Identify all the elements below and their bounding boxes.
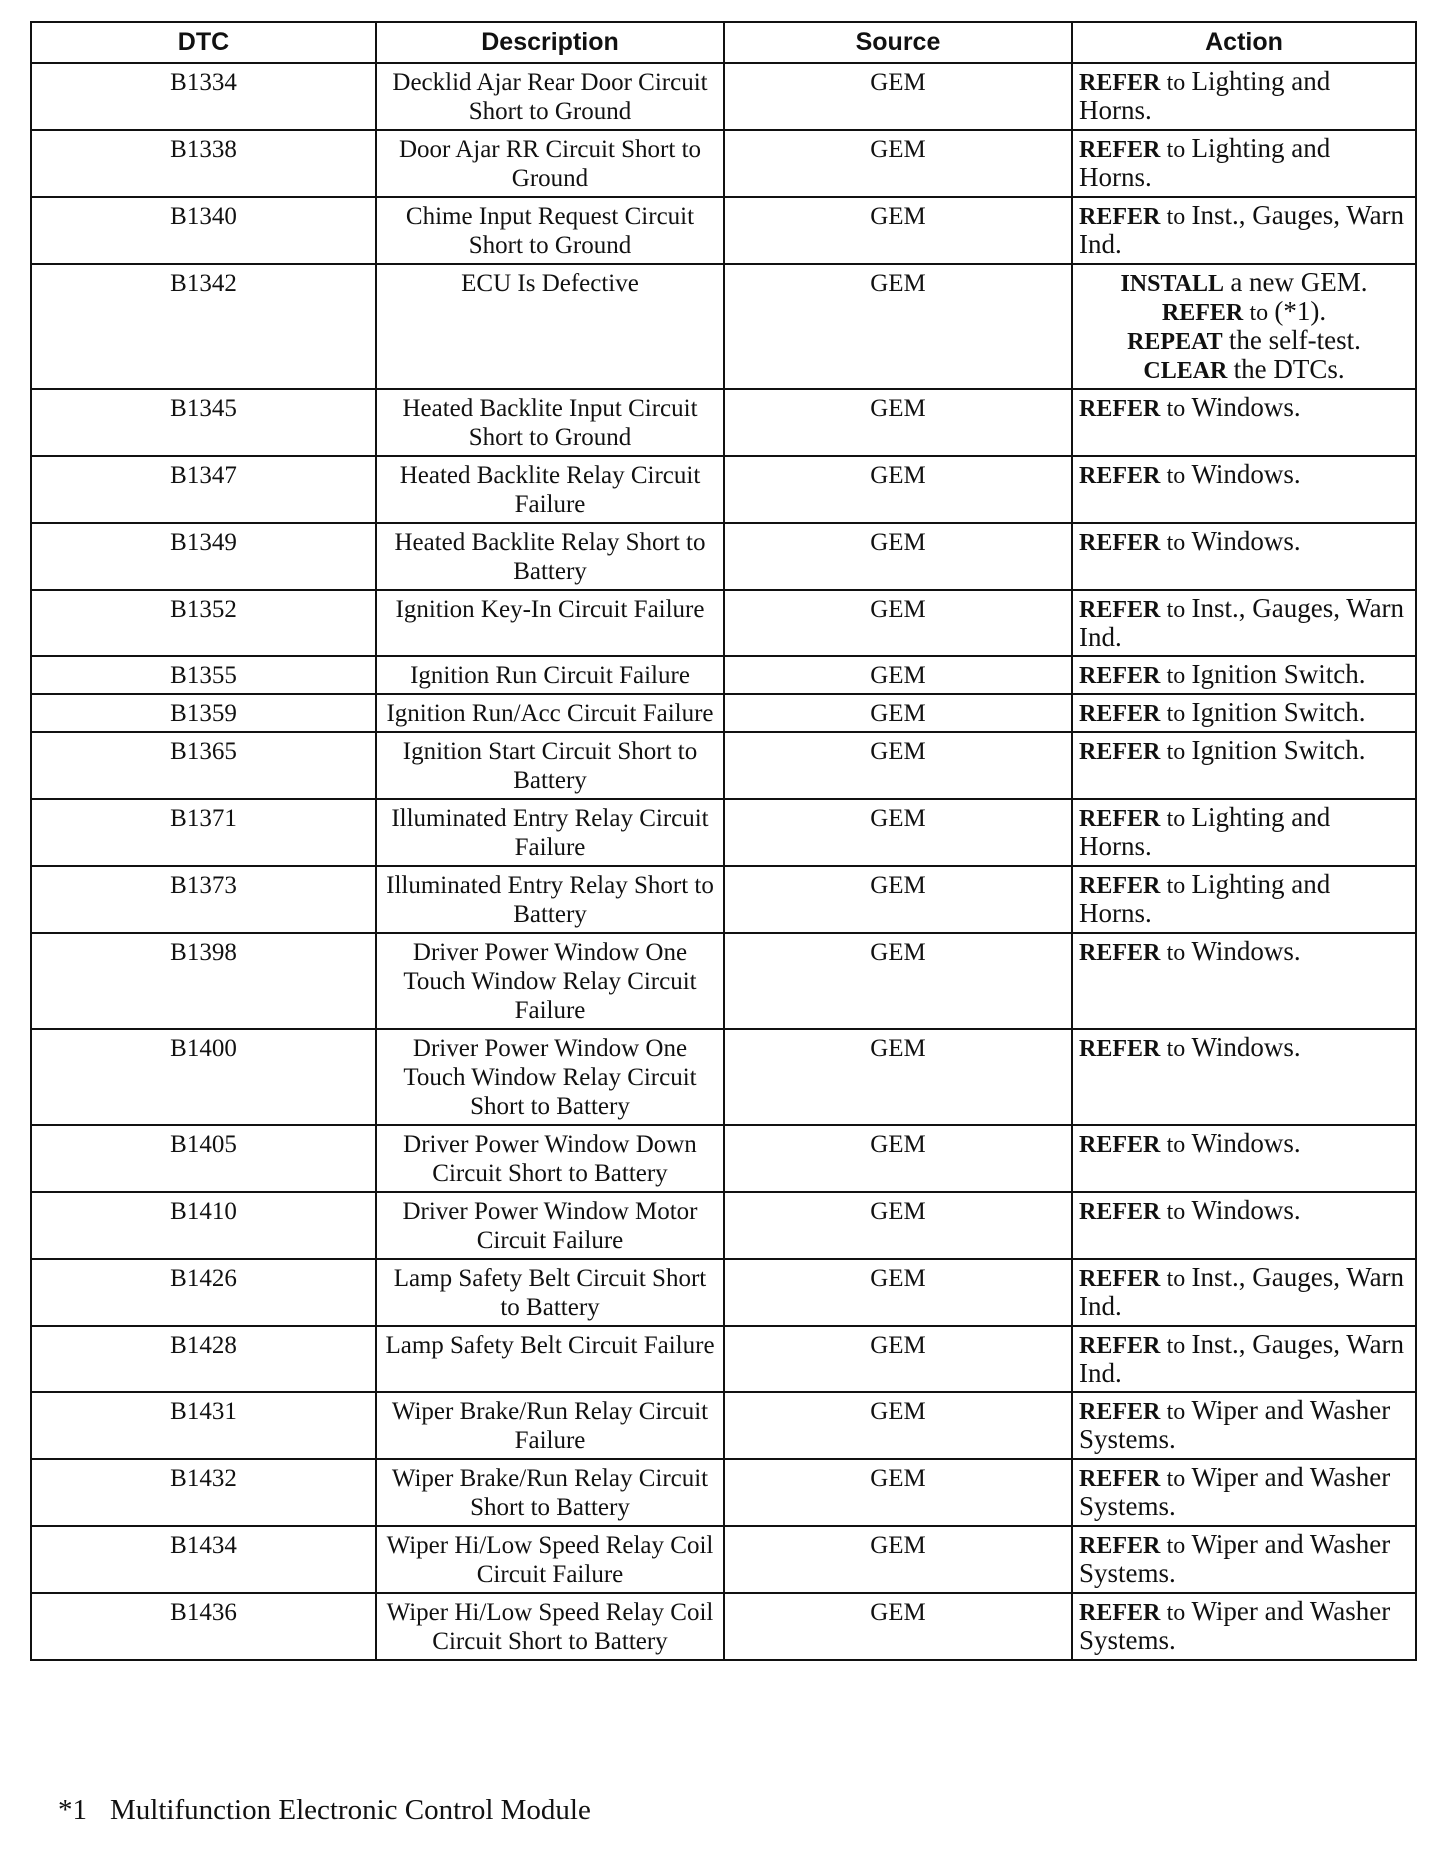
dtc-table (30, 21, 1417, 1661)
action-cell (1072, 1192, 1416, 1259)
action-verb: REFER (1079, 701, 1161, 727)
dtc-code-cell: B1345 (31, 389, 376, 456)
action-verb: REFER (1079, 1132, 1161, 1158)
action-verb: REFER (1079, 1533, 1161, 1559)
action-target: Inst., Gauges, Warn Ind. (1079, 1329, 1405, 1388)
action-line (1079, 1331, 1409, 1388)
action-cell (1072, 1392, 1416, 1459)
table-row (31, 389, 1416, 456)
source-cell: GEM (724, 694, 1072, 732)
action-verb: REFER (1079, 396, 1161, 422)
action-verb: REPEAT (1127, 329, 1223, 355)
action-target: Windows. (1191, 526, 1301, 556)
action-target: Wiper and Washer Systems. (1079, 1462, 1391, 1521)
dtc-code-cell: B1338 (31, 130, 376, 197)
action-to: to (1166, 739, 1186, 765)
action-cell (1072, 1259, 1416, 1326)
description-cell: Ignition Start Circuit Short to Battery (376, 732, 724, 799)
action-line (1079, 461, 1409, 490)
source-cell: GEM (724, 1259, 1072, 1326)
dtc-code-cell: B1371 (31, 799, 376, 866)
action-cell (1072, 1125, 1416, 1192)
table-row (31, 1326, 1416, 1392)
action-to: to (1166, 1333, 1186, 1359)
source-cell: GEM (724, 1392, 1072, 1459)
footnote-text: Multifunction Electronic Control Module (110, 1794, 591, 1826)
table-body (31, 63, 1416, 1660)
action-line (1079, 269, 1409, 298)
action-target: Windows. (1191, 936, 1301, 966)
action-to: to (1166, 1132, 1186, 1158)
dtc-code-cell: B1428 (31, 1326, 376, 1392)
action-cell (1072, 523, 1416, 590)
action-verb: REFER (1079, 806, 1161, 832)
action-verb: REFER (1079, 739, 1161, 765)
action-line (1079, 661, 1409, 690)
action-cell (1072, 1459, 1416, 1526)
action-verb: REFER (1079, 1266, 1161, 1292)
table-row (31, 456, 1416, 523)
action-to: to (1166, 1036, 1186, 1062)
action-cell (1072, 1593, 1416, 1660)
action-verb: REFER (1079, 1399, 1161, 1425)
description-cell: Chime Input Request Circuit Short to Ground (376, 197, 724, 264)
action-target: the self-test. (1228, 325, 1361, 355)
description-cell: Illuminated Entry Relay Circuit Failure (376, 799, 724, 866)
dtc-code-cell: B1373 (31, 866, 376, 933)
dtc-code-cell: B1334 (31, 63, 376, 130)
dtc-code-cell: B1340 (31, 197, 376, 264)
description-cell: Wiper Brake/Run Relay Circuit Failure (376, 1392, 724, 1459)
dtc-code-cell: B1398 (31, 933, 376, 1029)
action-cell (1072, 656, 1416, 694)
action-target: Inst., Gauges, Warn Ind. (1079, 593, 1405, 652)
action-verb: REFER (1079, 873, 1161, 899)
table-row (31, 130, 1416, 197)
footnote-mark: *1 (58, 1794, 87, 1826)
action-line (1079, 1130, 1409, 1159)
table-row (31, 1459, 1416, 1526)
action-line (1079, 394, 1409, 423)
table-row (31, 197, 1416, 264)
table-row (31, 1259, 1416, 1326)
source-cell: GEM (724, 1326, 1072, 1392)
dtc-code-cell: B1342 (31, 264, 376, 389)
action-verb: REFER (1079, 70, 1161, 96)
action-to: to (1166, 530, 1186, 556)
action-target: the DTCs. (1233, 354, 1345, 384)
description-cell: Illuminated Entry Relay Short to Battery (376, 866, 724, 933)
action-to: to (1166, 940, 1186, 966)
action-line (1079, 327, 1409, 356)
dtc-code-cell: B1349 (31, 523, 376, 590)
action-line (1079, 699, 1409, 728)
source-cell: GEM (724, 1459, 1072, 1526)
source-cell: GEM (724, 1526, 1072, 1593)
source-cell: GEM (724, 799, 1072, 866)
action-cell (1072, 197, 1416, 264)
table-row (31, 656, 1416, 694)
action-cell (1072, 130, 1416, 197)
source-cell: GEM (724, 1192, 1072, 1259)
action-line (1079, 298, 1409, 327)
action-to: to (1166, 137, 1186, 163)
action-to: to (1166, 396, 1186, 422)
description-cell: Ignition Run Circuit Failure (376, 656, 724, 694)
action-line (1079, 1531, 1409, 1588)
table-row (31, 1125, 1416, 1192)
action-target: Windows. (1191, 392, 1301, 422)
description-cell: Heated Backlite Relay Short to Battery (376, 523, 724, 590)
action-verb: REFER (1079, 940, 1161, 966)
action-verb: REFER (1079, 530, 1161, 556)
action-line (1079, 68, 1409, 125)
action-line (1079, 1598, 1409, 1655)
action-line (1079, 528, 1409, 557)
action-verb: REFER (1079, 204, 1161, 230)
dtc-code-cell: B1355 (31, 656, 376, 694)
dtc-code-cell: B1352 (31, 590, 376, 656)
action-cell (1072, 799, 1416, 866)
action-line (1079, 737, 1409, 766)
action-cell (1072, 1526, 1416, 1593)
action-target: Windows. (1191, 1128, 1301, 1158)
action-to: to (1166, 1600, 1186, 1626)
action-line (1079, 595, 1409, 652)
source-cell: GEM (724, 456, 1072, 523)
action-to: to (1166, 701, 1186, 727)
action-target: (*1). (1274, 296, 1327, 326)
action-verb: REFER (1079, 1466, 1161, 1492)
action-line (1079, 135, 1409, 192)
action-cell (1072, 933, 1416, 1029)
action-to: to (1166, 1533, 1186, 1559)
action-to: to (1166, 873, 1186, 899)
dtc-code-cell: B1434 (31, 1526, 376, 1593)
action-to: to (1166, 806, 1186, 832)
source-cell: GEM (724, 1029, 1072, 1125)
action-cell (1072, 694, 1416, 732)
description-cell: Heated Backlite Input Circuit Short to Ground (376, 389, 724, 456)
table-row (31, 866, 1416, 933)
action-line (1079, 1197, 1409, 1226)
description-cell: Ignition Run/Acc Circuit Failure (376, 694, 724, 732)
dtc-code-cell: B1400 (31, 1029, 376, 1125)
table-row (31, 799, 1416, 866)
action-cell (1072, 590, 1416, 656)
dtc-code-cell: B1365 (31, 732, 376, 799)
dtc-code-cell: B1426 (31, 1259, 376, 1326)
source-cell: GEM (724, 590, 1072, 656)
action-target: Lighting and Horns. (1079, 802, 1331, 861)
table-row (31, 732, 1416, 799)
dtc-code-cell: B1432 (31, 1459, 376, 1526)
description-cell: Lamp Safety Belt Circuit Short to Battery (376, 1259, 724, 1326)
action-to: to (1166, 204, 1186, 230)
action-line (1079, 1464, 1409, 1521)
action-cell (1072, 63, 1416, 130)
header-description: Description (376, 22, 724, 63)
description-cell: Heated Backlite Relay Circuit Failure (376, 456, 724, 523)
source-cell: GEM (724, 197, 1072, 264)
description-cell: Wiper Hi/Low Speed Relay Coil Circuit Short to Battery (376, 1593, 724, 1660)
table-row (31, 694, 1416, 732)
table-row (31, 63, 1416, 130)
action-to: to (1166, 70, 1186, 96)
table-row (31, 1029, 1416, 1125)
description-cell: Ignition Key-In Circuit Failure (376, 590, 724, 656)
action-target: Ignition Switch. (1191, 735, 1366, 765)
dtc-code-cell: B1359 (31, 694, 376, 732)
source-cell: GEM (724, 1125, 1072, 1192)
action-line (1079, 1397, 1409, 1454)
dtc-code-cell: B1410 (31, 1192, 376, 1259)
header-row (31, 22, 1416, 63)
action-to: to (1166, 1399, 1186, 1425)
action-cell (1072, 456, 1416, 523)
action-line (1079, 202, 1409, 259)
source-cell: GEM (724, 264, 1072, 389)
action-verb: REFER (1079, 663, 1161, 689)
table-row (31, 590, 1416, 656)
description-cell: Door Ajar RR Circuit Short to Ground (376, 130, 724, 197)
action-cell (1072, 1029, 1416, 1125)
table-row (31, 933, 1416, 1029)
action-line (1079, 356, 1409, 385)
source-cell: GEM (724, 130, 1072, 197)
action-to: to (1166, 1199, 1186, 1225)
action-cell (1072, 732, 1416, 799)
action-target: Lighting and Horns. (1079, 66, 1331, 125)
action-to: to (1166, 663, 1186, 689)
action-to: to (1166, 1266, 1186, 1292)
action-verb: REFER (1079, 1600, 1161, 1626)
source-cell: GEM (724, 523, 1072, 590)
action-line (1079, 938, 1409, 967)
description-cell: Lamp Safety Belt Circuit Failure (376, 1326, 724, 1392)
source-cell: GEM (724, 866, 1072, 933)
dtc-code-cell: B1405 (31, 1125, 376, 1192)
action-verb: REFER (1079, 597, 1161, 623)
action-verb: REFER (1079, 1199, 1161, 1225)
dtc-code-cell: B1436 (31, 1593, 376, 1660)
action-line (1079, 1034, 1409, 1063)
table-row (31, 523, 1416, 590)
action-line (1079, 871, 1409, 928)
description-cell: Driver Power Window Motor Circuit Failure (376, 1192, 724, 1259)
action-cell (1072, 264, 1416, 389)
description-cell: Wiper Brake/Run Relay Circuit Short to Battery (376, 1459, 724, 1526)
description-cell: Decklid Ajar Rear Door Circuit Short to Ground (376, 63, 724, 130)
action-to: to (1166, 597, 1186, 623)
table-row (31, 1392, 1416, 1459)
action-target: Windows. (1191, 1032, 1301, 1062)
action-target: Wiper and Washer Systems. (1079, 1596, 1391, 1655)
action-target: Lighting and Horns. (1079, 133, 1331, 192)
header-dtc: DTC (31, 22, 376, 63)
action-cell (1072, 1326, 1416, 1392)
source-cell: GEM (724, 732, 1072, 799)
action-to: to (1166, 1466, 1186, 1492)
source-cell: GEM (724, 933, 1072, 1029)
header-action: Action (1072, 22, 1416, 63)
description-cell: Wiper Hi/Low Speed Relay Coil Circuit Failure (376, 1526, 724, 1593)
footnote (58, 1794, 591, 1827)
description-cell: Driver Power Window One Touch Window Relay Circuit Failure (376, 933, 724, 1029)
table-row (31, 1593, 1416, 1660)
action-target: Inst., Gauges, Warn Ind. (1079, 200, 1405, 259)
action-to: to (1249, 300, 1269, 326)
action-verb: CLEAR (1143, 358, 1228, 384)
source-cell: GEM (724, 389, 1072, 456)
action-verb: REFER (1161, 300, 1244, 326)
dtc-code-cell: B1431 (31, 1392, 376, 1459)
action-cell (1072, 866, 1416, 933)
action-target: Lighting and Horns. (1079, 869, 1331, 928)
description-cell: Driver Power Window Down Circuit Short to Battery (376, 1125, 724, 1192)
action-target: Windows. (1191, 459, 1301, 489)
action-target: Wiper and Washer Systems. (1079, 1395, 1391, 1454)
source-cell: GEM (724, 1593, 1072, 1660)
table-header (31, 22, 1416, 63)
source-cell: GEM (724, 63, 1072, 130)
action-verb: INSTALL (1120, 271, 1225, 297)
action-verb: REFER (1079, 1036, 1161, 1062)
header-source: Source (724, 22, 1072, 63)
action-target: Inst., Gauges, Warn Ind. (1079, 1262, 1405, 1321)
source-cell: GEM (724, 656, 1072, 694)
action-cell (1072, 389, 1416, 456)
action-verb: REFER (1079, 463, 1161, 489)
action-line (1079, 1264, 1409, 1321)
table-row (31, 1192, 1416, 1259)
action-verb: REFER (1079, 1333, 1161, 1359)
action-target: Ignition Switch. (1191, 697, 1366, 727)
action-target: Ignition Switch. (1191, 659, 1366, 689)
description-cell: ECU Is Defective (376, 264, 724, 389)
action-verb: REFER (1079, 137, 1161, 163)
table-row (31, 264, 1416, 389)
action-line (1079, 804, 1409, 861)
dtc-code-cell: B1347 (31, 456, 376, 523)
action-to: to (1166, 463, 1186, 489)
table-row (31, 1526, 1416, 1593)
action-target: Windows. (1191, 1195, 1301, 1225)
description-cell: Driver Power Window One Touch Window Relay Circuit Short to Battery (376, 1029, 724, 1125)
action-target: Wiper and Washer Systems. (1079, 1529, 1391, 1588)
action-target: a new GEM. (1230, 267, 1368, 297)
